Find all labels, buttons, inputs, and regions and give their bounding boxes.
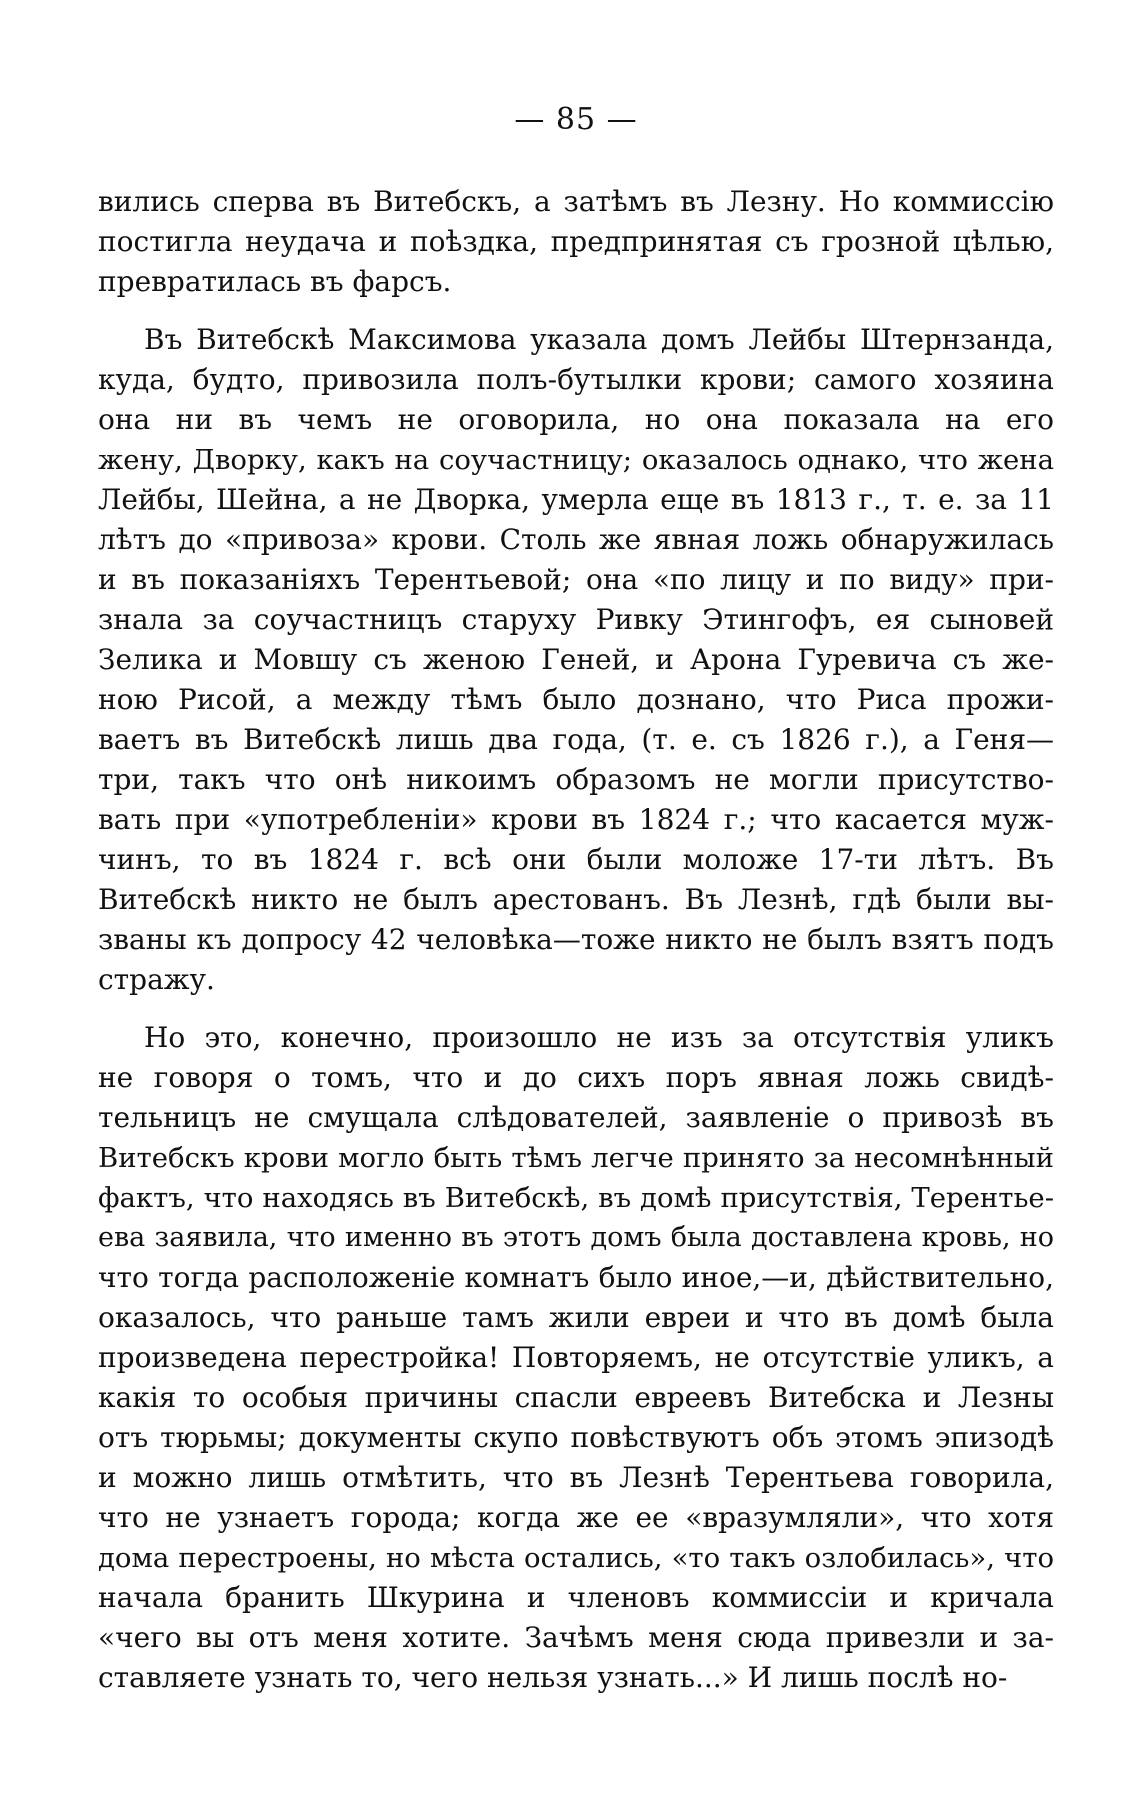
text-line: ева заявила, что именно въ этотъ домъ была доставлена кровь, но — [98, 1222, 1054, 1253]
text-line: Въ Витебскѣ Максимова указала домъ Лейбы Штернзанда, — [144, 323, 1054, 356]
text-line: чинъ, то въ 1824 г. всѣ они были моложе 17-ти лѣтъ. Въ — [98, 843, 1054, 876]
page-number: — 85 — — [514, 102, 638, 137]
text-line: начала бранить Шкурина и членовъ коммиссіи и кричала — [98, 1581, 1054, 1614]
text-line: ставляете узнать то, чего нельзя узнать...» И лишь послѣ но- — [98, 1661, 1008, 1694]
text-line: и въ показаніяхъ Терентьевой; она «по лицу и по виду» при- — [98, 563, 1054, 596]
text-line: она ни въ чемъ не оговорила, но она показала на его — [98, 403, 1054, 436]
text-line: Но это, конечно, произошло не изъ за отсутствія уликъ — [144, 1021, 1054, 1054]
body-text — [98, 182, 1054, 1698]
text-line: стражу. — [98, 963, 215, 996]
text-line: знала за соучастницъ старуху Ривку Этингофъ, ея сыновей — [98, 603, 1054, 636]
text-line: лѣтъ до «привоза» крови. Столь же явная ложь обнаружилась — [98, 523, 1054, 556]
text-line: три, такъ что онѣ никоимъ образомъ не могли присутство- — [98, 763, 1054, 796]
text-line: вать при «употребленіи» крови въ 1824 г.; что касается муж- — [98, 803, 1054, 836]
text-line: постигла неудача и поѣздка, предпринятая съ грозной цѣлью, — [98, 225, 1054, 258]
text-line: не говоря о томъ, что и до сихъ поръ явная ложь свидѣ- — [98, 1061, 1054, 1094]
text-line: ваетъ въ Витебскѣ лишь два года, (т. е. съ 1826 г.), а Геня— — [98, 723, 1054, 756]
text-line: тельницъ не смущала слѣдователей, заявленіе о привозѣ въ — [98, 1101, 1054, 1134]
paragraph — [98, 182, 1054, 302]
text-line: оказалось, что раньше тамъ жили евреи и что въ домѣ была — [98, 1301, 1054, 1334]
paragraph — [98, 1018, 1054, 1698]
text-line: произведена перестройка! Повторяемъ, не отсутствіе уликъ, а — [98, 1341, 1054, 1374]
text-line: жену, Дворку, какъ на соучастницу; оказалось однако, что жена — [98, 444, 1054, 476]
text-line: Лейбы, Шейна, а не Дворка, умерла еще въ 1813 г., т. е. за 11 — [98, 483, 1054, 516]
text-line: куда, будто, привозила полъ-бутылки крови; самого хозяина — [98, 363, 1054, 396]
text-line: что тогда расположеніе комнатъ было иное,—и, дѣйствительно, — [98, 1261, 1054, 1294]
text-line: превратилась въ фарсъ. — [98, 265, 452, 298]
text-line: фактъ, что находясь въ Витебскѣ, въ домѣ присутствія, Терентье- — [98, 1182, 1054, 1214]
paragraph — [98, 320, 1054, 1000]
text-line: «чего вы отъ меня хотите. Зачѣмъ меня сюда привезли и за- — [98, 1621, 1054, 1654]
text-line: что не узнаетъ города; когда же ее «вразумляли», что хотя — [98, 1501, 1054, 1534]
text-line: Витебскъ крови могло быть тѣмъ легче принято за несомнѣнный — [98, 1142, 1054, 1174]
text-line: Витебскѣ никто не былъ арестованъ. Въ Лезнѣ, гдѣ были вы- — [98, 883, 1054, 916]
text-line: отъ тюрьмы; документы скупо повѣствуютъ объ этомъ эпизодѣ — [98, 1421, 1054, 1454]
text-line: и можно лишь отмѣтить, что въ Лезнѣ Терентьева говорила, — [98, 1461, 1054, 1494]
text-line: ною Рисой, а между тѣмъ было дознано, что Риса прожи- — [98, 683, 1054, 716]
text-line: какія то особыя причины спасли евреевъ Витебска и Лезны — [98, 1381, 1054, 1414]
text-line: Зелика и Мовшу съ женою Геней, и Арона Гуревича съ же- — [98, 643, 1054, 676]
text-line: дома перестроены, но мѣста остались, «то такъ озлобилась», что — [98, 1542, 1054, 1574]
text-line: званы къ допросу 42 человѣка—тоже никто не былъ взятъ подъ — [98, 923, 1054, 956]
text-line: вились сперва въ Витебскъ, а затѣмъ въ Лезну. Но коммиссію — [98, 185, 1054, 218]
